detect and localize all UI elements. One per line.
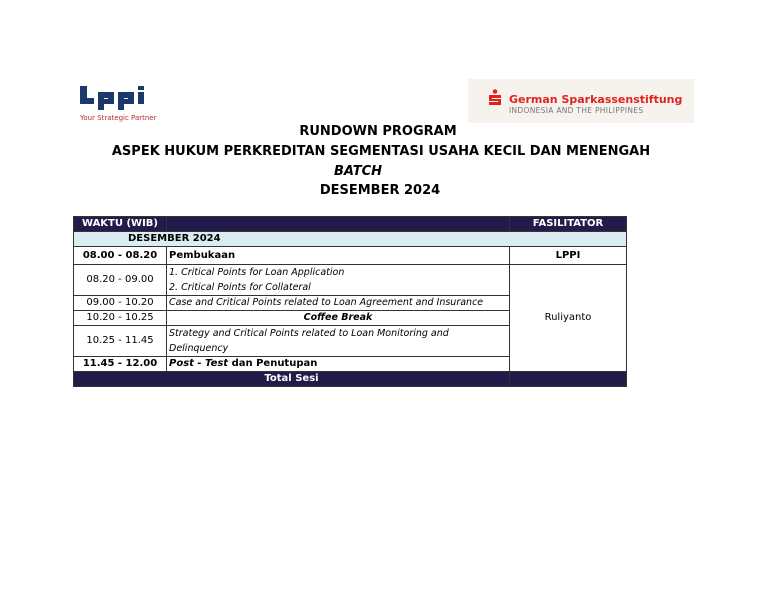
sgs-name: German Sparkassenstiftung <box>509 93 683 106</box>
row-topic <box>167 265 510 296</box>
header-time: WAKTU (WIB) <box>74 217 167 232</box>
row-time: 10.20 - 10.25 <box>74 311 167 326</box>
header-facilitator: FASILITATOR <box>510 217 627 232</box>
sparkasse-s-icon <box>488 89 502 105</box>
lppi-tagline: Your Strategic Partner <box>80 114 157 122</box>
lppi-logo <box>80 84 160 124</box>
topic-rest: dan Penutupan <box>228 358 318 369</box>
title-program: ASPEK HUKUM PERKREDITAN SEGMENTASI USAHA KECIL DAN MENENGAH <box>111 144 651 159</box>
total-sessions-value <box>510 372 627 387</box>
table-header <box>74 217 627 232</box>
row-time: 11.45 - 12.00 <box>74 357 167 372</box>
shared-facilitator: Ruliyanto <box>510 265 627 372</box>
sgs-subtitle: INDONESIA AND THE PHILIPPINES <box>509 106 644 115</box>
topic-line: 1. Critical Points for Loan Application <box>169 267 345 278</box>
lppi-logo-mark <box>80 84 158 112</box>
header-topic <box>167 217 510 232</box>
topic-italic: Post - Test <box>169 358 229 369</box>
row-topic: Case and Critical Points related to Loan Agreement and Insurance <box>167 296 510 311</box>
sparkassenstiftung-logo <box>468 79 694 123</box>
row-topic <box>167 357 510 372</box>
row-topic: Strategy and Critical Points related to Loan Monitoring and Delinquency <box>167 326 510 357</box>
month-label: DESEMBER 2024 <box>74 232 627 247</box>
row-topic: Coffee Break <box>167 311 510 326</box>
row-time: 10.25 - 11.45 <box>74 326 167 357</box>
table-row <box>74 265 627 296</box>
title-batch: BATCH <box>333 164 382 179</box>
row-time: 08.00 - 08.20 <box>74 247 167 265</box>
month-row <box>74 232 627 247</box>
row-facilitator: LPPI <box>510 247 627 265</box>
topic-line: 2. Critical Points for Collateral <box>169 282 311 293</box>
total-sessions-label: Total Sesi <box>74 372 510 387</box>
row-time: 08.20 - 09.00 <box>74 265 167 296</box>
title-rundown: RUNDOWN PROGRAM <box>299 124 457 139</box>
table-footer <box>74 372 627 387</box>
row-time: 09.00 - 10.20 <box>74 296 167 311</box>
title-month: DESEMBER 2024 <box>319 183 441 198</box>
table-row <box>74 247 627 265</box>
rundown-table <box>73 216 627 387</box>
row-topic: Pembukaan <box>167 247 510 265</box>
